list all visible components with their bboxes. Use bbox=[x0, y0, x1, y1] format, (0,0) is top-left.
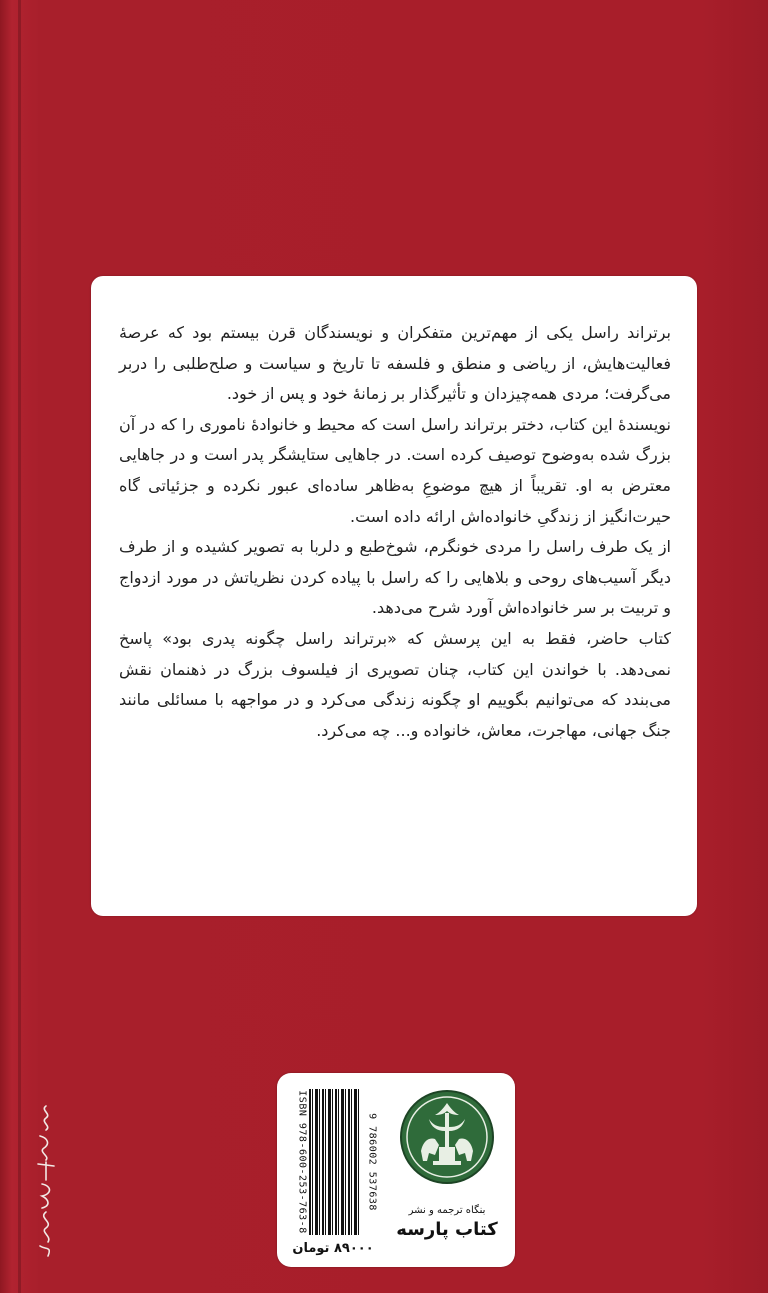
blurb-paragraph: نویسندهٔ این کتاب، دختر برتراند راسل است که محیط و خانوادهٔ ناموری را که در آن بزرگ شده به‌وضوح توصیف کرده است. در جاهایی ستایشگر پدر است و در جاهایی معترض به او. تقریباً از هیچ موضوعِ به‌ظاهر ساده‌ای عبور نکرده و جزئیاتی گاه حیرت‌انگیز از زندگیِ خانواده‌اش ارائه داده است. bbox=[119, 414, 671, 526]
barcode-bars bbox=[309, 1089, 361, 1235]
blurb-paragraph: برتراند راسل یکی از مهم‌ترین متفکران و نویسندگان قرن بیستم بود که عرصهٔ فعالیت‌هایش، از ریاضی و منطق و فلسفه تا تاریخ و سیاست و صلح‌طلبی را دربر می‌گرفت؛ مردی همه‌چیزدان و تأثیرگذار بر زمانهٔ خود و پس از خود. bbox=[119, 323, 671, 404]
blurb-text bbox=[119, 318, 671, 746]
barcode-digits bbox=[361, 1089, 379, 1235]
price-sticker bbox=[277, 1073, 515, 1267]
spine-edge bbox=[18, 0, 21, 1293]
barcode-digits-text: 9 786002 537638 bbox=[366, 1113, 378, 1211]
isbn-label bbox=[291, 1089, 309, 1235]
isbn-text: ISBN 978-600-253-763-8 bbox=[296, 1090, 308, 1234]
isbn-barcode bbox=[291, 1089, 379, 1241]
designer-signature bbox=[26, 1100, 66, 1260]
blurb-paragraph: کتاب حاضر، فقط به این پرسش که «برتراند راسل چگونه پدری بود» پاسخ نمی‌دهد. با خواندن این کتاب، چنان تصویری از فیلسوف بزرگ در ذهنمان نقش می‌بندد که می‌توانیم بگوییم او چگونه زندگی می‌کرد و در مواجهه با مسائلی مانند جنگ جهانی، مهاجرت، معاش، خانواده و... چه می‌کرد. bbox=[119, 628, 671, 740]
publisher-logo-icon bbox=[399, 1089, 495, 1185]
publisher-name: کتاب پارسه bbox=[396, 1219, 498, 1240]
price-label: ۸۹۰۰۰ تومان bbox=[292, 1241, 374, 1256]
blurb-panel bbox=[91, 276, 697, 916]
blurb-paragraph: از یک طرف راسل را مردی خونگرم، شوخ‌طبع و دلربا به تصویر کشیده و از طرف دیگر آسیب‌های روحی و بلاهایی را که راسل با پیاده کردن نظریاتش در مورد ازدواج و تربیت بر سر خانواده‌اش آورد شرح می‌دهد. bbox=[119, 537, 671, 618]
publisher-line: بنگاه ترجمه و نشر bbox=[408, 1205, 486, 1216]
